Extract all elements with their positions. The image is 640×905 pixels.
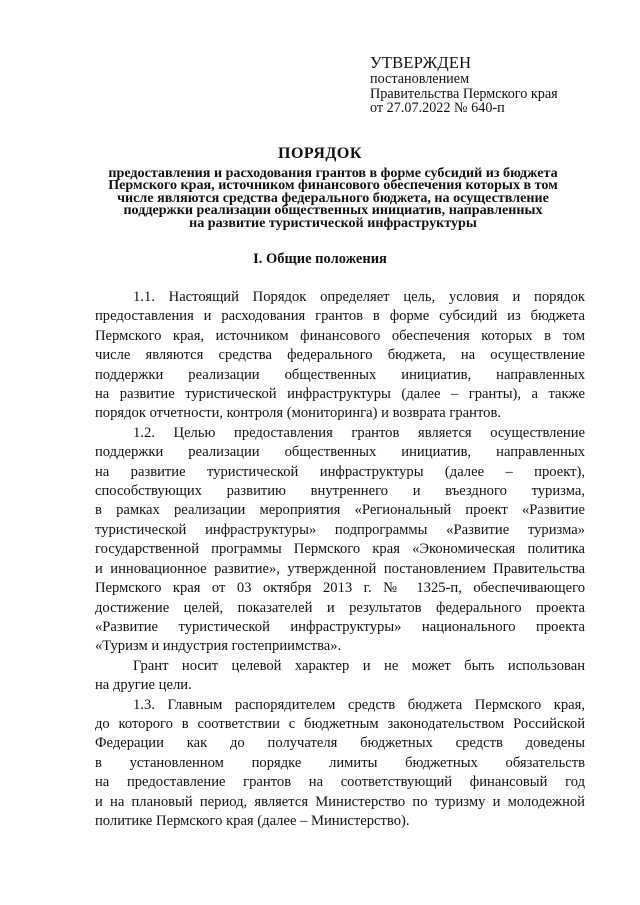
body-line: «Развитие туристической инфраструктуры» национального проекта: [95, 618, 585, 635]
subtitle-line: предоставления и расходования грантов в форме субсидий из бюджета: [108, 165, 558, 181]
subtitle-line: на развитие туристической инфраструктуры: [189, 214, 477, 231]
body-line: порядок отчетности, контроля (мониторинга) и возврата грантов.: [95, 405, 501, 422]
body-line: предоставления и расходования грантов в форме субсидий из бюджета: [95, 308, 585, 325]
body-line: поддержки реализации общественных инициатив, направленных: [95, 444, 585, 461]
body-line: на предоставление грантов на соответствующий финансовый год: [95, 774, 585, 791]
subtitle-line: числе являются средства федерального бюджета, на осуществление: [117, 189, 549, 206]
body-line: государственной программы Пермского края «Экономическая политика: [95, 541, 585, 558]
body-line: способствующих развитию внутреннего и въездного туризма,: [95, 483, 585, 500]
approval-line: от 27.07.2022 № 640-п: [370, 100, 505, 116]
body-line: на развитие туристической инфраструктуры (далее – гранты), а также: [95, 386, 585, 403]
body-line: политике Пермского края (далее – Министерство).: [95, 812, 410, 829]
body-line: на развитие туристической инфраструктуры (далее – проект),: [95, 463, 585, 480]
subtitle-line: Пермского края, источником финансового обеспечения которых в том: [108, 177, 558, 194]
body-line: в рамках реализации мероприятия «Региональный проект «Развитие: [95, 502, 585, 519]
body-line: 1.2. Целью предоставления грантов является осуществление: [133, 424, 585, 441]
body-line: 1.3. Главным распорядителем средств бюджета Пермского края,: [133, 696, 585, 713]
approval-line: Правительства Пермского края: [370, 85, 558, 102]
body-line: и инновационное развитие», утвержденной постановлением Правительства: [95, 560, 585, 577]
approval-stamp: [370, 54, 558, 116]
body-line: Грант носит целевой характер и не может быть использован: [133, 657, 585, 674]
body-text: [95, 288, 585, 831]
body-line: достижение целей, показателей и результатов федерального проекта: [95, 599, 585, 616]
body-line: числе являются средства федерального бюджета, на осуществление: [95, 347, 585, 364]
body-line: Пермского края от 03 октября 2013 г. № 1325-п, обеспечивающего: [95, 580, 585, 597]
approval-title: УТВЕРЖДЕН: [370, 53, 472, 72]
body-line: туристической инфраструктуры» подпрограммы «Развитие туризма»: [95, 521, 585, 538]
body-line: 1.1. Настоящий Порядок определяет цель, условия и порядок: [133, 289, 585, 305]
body-line: до которого в соответствии с бюджетным законодательством Российской: [95, 715, 585, 732]
document-title: ПОРЯДОК: [278, 145, 362, 162]
body-line: «Туризм и индустрия гостеприимства».: [95, 638, 342, 655]
approval-line: постановлением: [370, 71, 470, 87]
body-line: и на плановый период, является Министерство по туризму и молодежной: [95, 793, 585, 810]
section-heading: I. Общие положения: [253, 251, 387, 267]
body-line: Федерации как до получателя бюджетных средств доведены: [95, 735, 585, 752]
body-line: поддержки реализации общественных инициатив, направленных: [95, 366, 585, 383]
body-line: в установленном порядке лимиты бюджетных обязательств: [95, 754, 585, 771]
body-line: на другие цели.: [95, 677, 192, 694]
body-line: Пермского края, источником финансового обеспечения которых в том: [95, 327, 585, 344]
subtitle-line: поддержки реализации общественных инициатив, направленных: [123, 202, 543, 219]
document-subtitle: [70, 167, 596, 229]
